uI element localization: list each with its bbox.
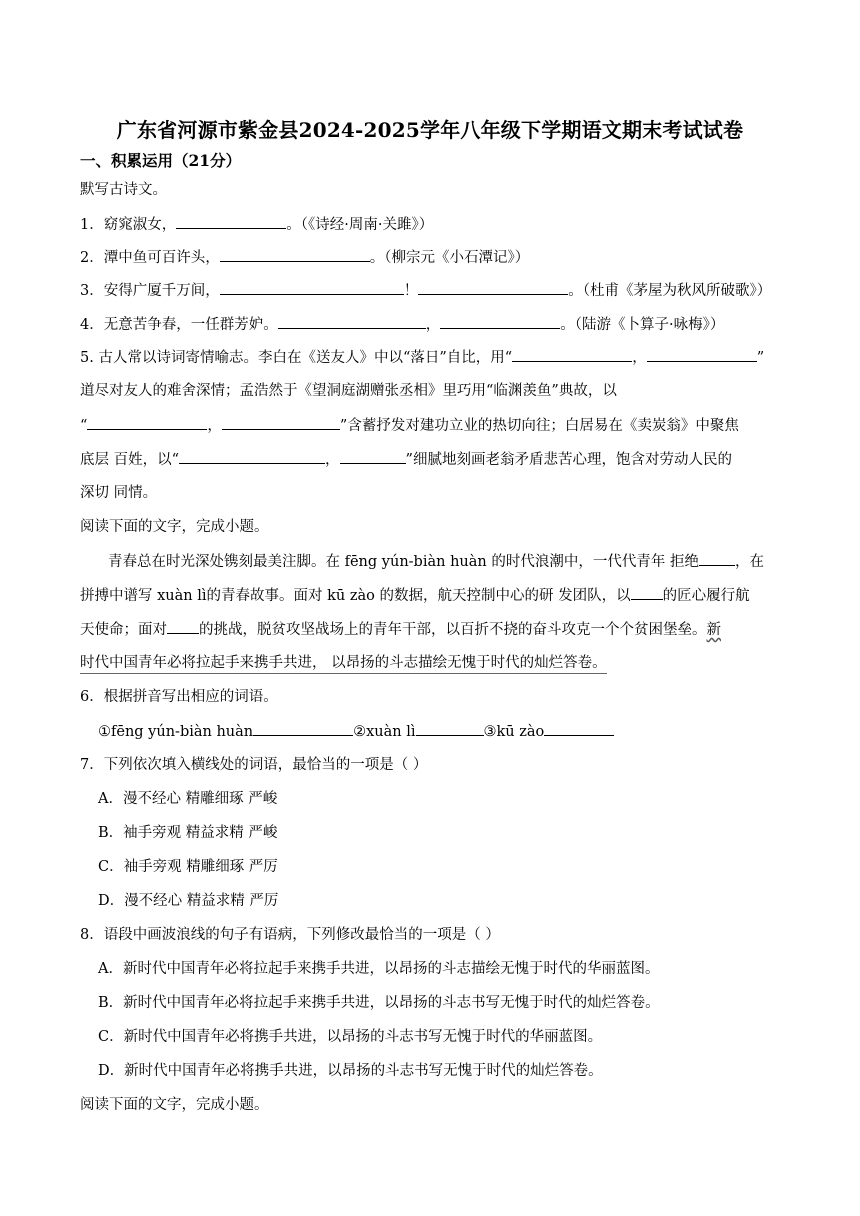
q7-option-b: B．袖手旁观 精益求精 严峻 <box>98 825 278 841</box>
question-3 <box>80 280 786 301</box>
q4-source: 。（陆游《卜算子·咏梅》） <box>560 317 725 333</box>
q6-item-a: ①fēng yún-biàn huàn <box>98 724 254 740</box>
section-intro: 默写古诗文。 <box>80 182 167 198</box>
q5-quote: “ <box>80 418 88 434</box>
q7-option-c: C．袖手旁观 精雕细琢 严厉 <box>98 859 278 875</box>
q8-option-c: C．新时代中国青年必将携手共进，以昂扬的斗志书写无愧于时代的华丽蓝图。 <box>98 1029 603 1045</box>
q2-text: 2．潭中鱼可百许头， <box>80 250 220 266</box>
passage-text: 青春总在时光深处镌刻最美注脚。在 fēng yún-biàn huàn 的时代浪潮中，一代代青年 拒绝 <box>108 554 699 570</box>
q5-quote: ” <box>756 350 765 366</box>
q3-source: 。（杜甫《茅屋为秋风所破歌》） <box>568 283 772 299</box>
passage-line3 <box>80 619 786 640</box>
wavy-underlined-sentence: 新 <box>706 622 721 638</box>
question-4 <box>80 314 786 335</box>
q5-sep: ， <box>207 418 222 434</box>
exam-title: 广东省河源市紫金县2024-2025学年八年级下学期语文期末考试试卷 <box>116 118 744 142</box>
q4-mid: ， <box>425 317 441 333</box>
answer-blank <box>440 314 560 329</box>
q5-text: ”细腻地刻画老翁矛盾悲苦心理，饱含对劳动人民的 <box>405 452 732 468</box>
q1-source: 。（《诗经·周南·关雎》） <box>286 217 434 233</box>
question-6-stem: 6．根据拼音写出相应的词语。 <box>80 689 278 705</box>
answer-blank <box>340 449 406 464</box>
q6-item-b: ②xuàn lì <box>353 724 416 740</box>
wavy-underlined-sentence: 时代中国青年必将拉起手来携手共进， 以昂扬的斗志描绘无愧于时代的灿烂答卷。 <box>80 655 607 674</box>
answer-blank <box>222 415 340 430</box>
answer-blank <box>512 347 632 362</box>
answer-blank <box>176 214 286 229</box>
answer-blank <box>544 721 614 736</box>
answer-blank <box>220 247 370 262</box>
question-5-line3 <box>80 415 786 436</box>
passage-blank <box>631 585 663 600</box>
passage-line2 <box>80 585 786 606</box>
question-7-stem: 7．下列依次填入横线处的词语，最恰当的一项是（ ） <box>80 757 428 773</box>
question-5-line5: 深切 同情。 <box>80 485 158 501</box>
answer-blank <box>416 721 484 736</box>
q6-item-c: ③kū zào <box>483 724 545 740</box>
passage-text: 的匠心履行航 <box>662 588 750 604</box>
q5-sep: ， <box>325 452 340 468</box>
q3-mid: ！ <box>403 283 419 299</box>
passage-text: 拼搏中谱写 xuàn lì的青春故事。面对 kū zào 的数据，航天控制中心的研 发团队，以 <box>80 588 631 604</box>
question-5-line4 <box>80 449 786 470</box>
passage-text: ，在 <box>734 554 764 570</box>
answer-blank <box>647 347 757 362</box>
passage-line4 <box>80 653 786 673</box>
q3-text: 3．安得广厦千万间， <box>80 283 220 299</box>
q5-text: 5. 古人常以诗词寄情喻志。李白在《送友人》中以“落日”自比，用“ <box>80 350 513 366</box>
q4-text: 4．无意苦争春，一任群芳妒。 <box>80 317 278 333</box>
answer-blank <box>418 280 568 295</box>
question-8-stem: 8．语段中画波浪线的句子有语病，下列修改最恰当的一项是（ ） <box>80 927 500 943</box>
reading-instruction-2: 阅读下面的文字，完成小题。 <box>80 1097 269 1113</box>
q8-option-a: A．新时代中国青年必将拉起手来携手共进，以昂扬的斗志描绘无愧于时代的华丽蓝图。 <box>98 961 660 977</box>
passage-blank <box>167 619 199 634</box>
q7-option-a: A．漫不经心 精雕细琢 严峻 <box>98 791 278 807</box>
q5-text: ”含蓄抒发对建功立业的热切向往；白居易在《卖炭翁》中聚焦 <box>339 418 739 434</box>
question-5-line2: 道尽对友人的难舍深情；孟浩然于《望洞庭湖赠张丞相》里巧用“临渊羡鱼”典故，以 <box>80 383 617 399</box>
answer-blank <box>220 280 404 295</box>
question-2 <box>80 247 786 268</box>
q7-option-d: D．漫不经心 精益求精 严厉 <box>98 893 279 909</box>
question-5-line1 <box>80 347 786 368</box>
answer-blank <box>253 721 353 736</box>
q5-sep: ， <box>632 350 647 366</box>
answer-blank <box>278 314 426 329</box>
reading-instruction: 阅读下面的文字，完成小题。 <box>80 519 269 535</box>
passage-blank <box>699 551 735 566</box>
passage-text: 的挑战，脱贫攻坚战场上的青年干部，以百折不挠的奋斗攻克一个个贫困堡垒。 <box>199 622 707 638</box>
q8-option-d: D．新时代中国青年必将携手共进，以昂扬的斗志书写无愧于时代的灿烂答卷。 <box>98 1063 603 1079</box>
answer-blank <box>179 449 325 464</box>
passage-text: 天使命；面对 <box>80 622 167 638</box>
q8-option-b: B．新时代中国青年必将拉起手来携手共进，以昂扬的斗志书写无愧于时代的灿烂答卷。 <box>98 995 660 1011</box>
section-heading: 一、积累运用（21分） <box>80 151 242 170</box>
question-1 <box>80 214 786 235</box>
answer-blank <box>87 415 207 430</box>
passage-line1 <box>108 551 814 572</box>
q1-text: 1．窈窕淑女， <box>80 217 177 233</box>
q2-source: 。（柳宗元《小石潭记》） <box>369 250 530 266</box>
q5-text: 底层 百姓，以“ <box>80 452 180 468</box>
question-6-items <box>98 721 804 742</box>
